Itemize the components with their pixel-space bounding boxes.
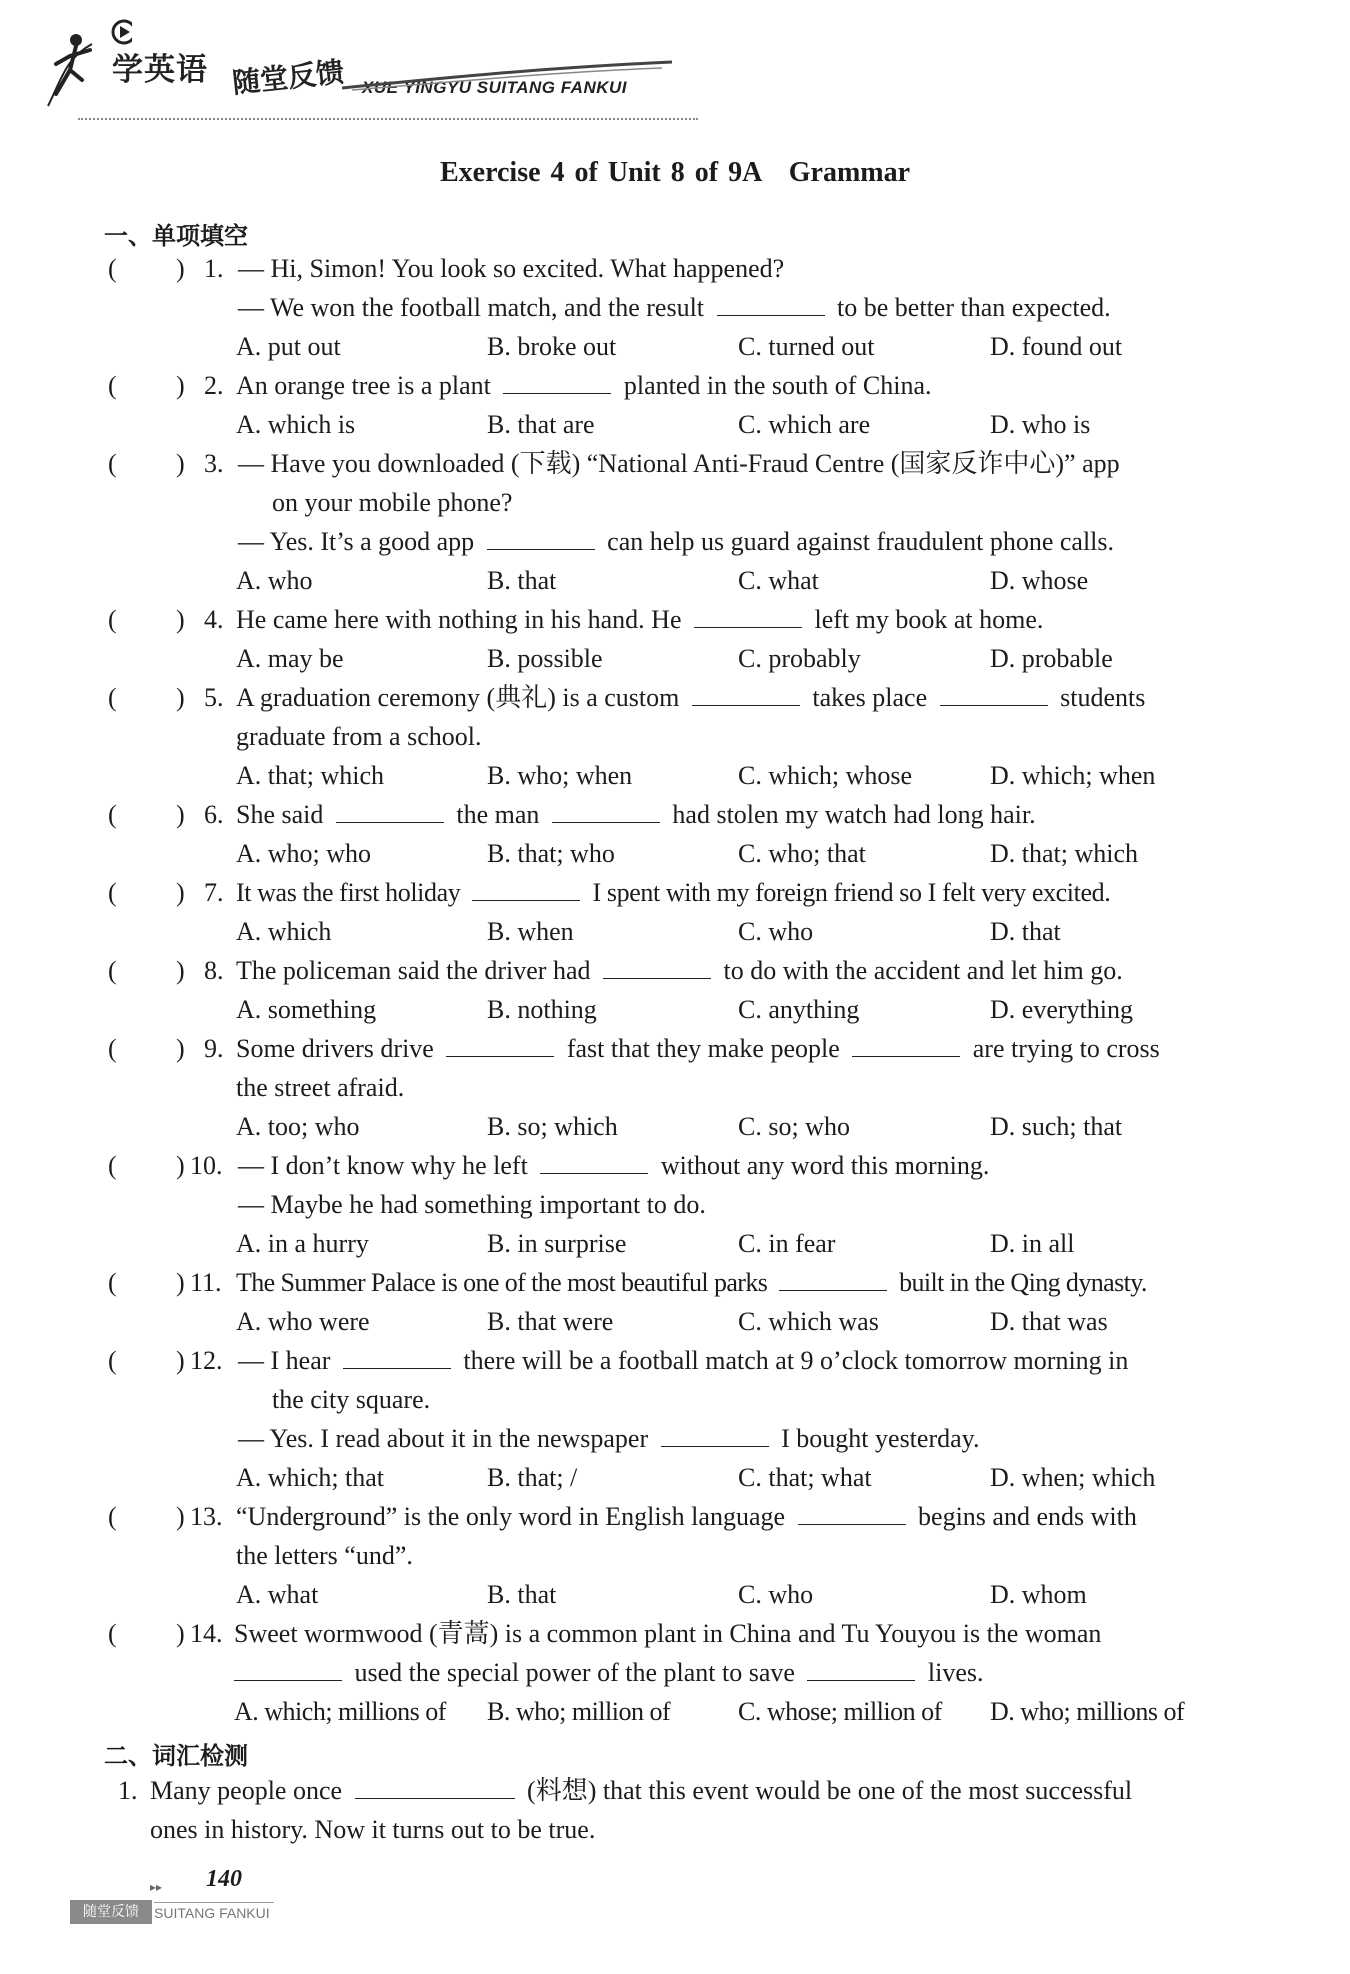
option: D. when; which bbox=[990, 1463, 1156, 1492]
answer-blank[interactable] bbox=[798, 1502, 906, 1525]
option: C. in fear bbox=[738, 1229, 836, 1258]
option: A. which; millions of bbox=[234, 1697, 446, 1726]
option: A. who; who bbox=[236, 839, 372, 868]
answer-paren-close: ) bbox=[176, 1268, 185, 1297]
page-title: Exercise 4 of Unit 8 of 9A Grammar bbox=[439, 157, 911, 188]
option: C. that; what bbox=[738, 1463, 872, 1492]
option: B. who; when bbox=[487, 761, 633, 790]
question-text: the letters “und”. bbox=[236, 1541, 413, 1570]
question-number: 12. bbox=[190, 1346, 223, 1375]
option: A. too; who bbox=[236, 1112, 360, 1141]
footer-badge: 随堂反馈 bbox=[70, 1900, 152, 1924]
option: D. such; that bbox=[990, 1112, 1123, 1141]
answer-paren[interactable]: ( bbox=[108, 1502, 117, 1531]
answer-paren-close: ) bbox=[176, 1502, 185, 1531]
option: C. anything bbox=[738, 995, 860, 1024]
answer-paren[interactable]: ( bbox=[108, 956, 117, 985]
option: B. when bbox=[487, 917, 574, 946]
option: A. which is bbox=[236, 410, 356, 439]
question-text: An orange tree is a plant planted in the south of China. bbox=[236, 371, 932, 400]
answer-blank[interactable] bbox=[692, 683, 800, 706]
answer-paren[interactable]: ( bbox=[108, 1151, 117, 1180]
question-text: used the special power of the plant to save lives. bbox=[234, 1658, 984, 1688]
brand-cn-subtitle: 随堂反馈 bbox=[230, 55, 346, 100]
option: D. who is bbox=[990, 410, 1091, 439]
answer-blank[interactable] bbox=[603, 956, 711, 979]
brand-en: XUE YINGYU SUITANG FANKUI bbox=[362, 78, 628, 97]
answer-paren-close: ) bbox=[176, 605, 185, 634]
answer-paren-close: ) bbox=[176, 800, 185, 829]
option: A. put out bbox=[236, 332, 341, 361]
answer-blank[interactable] bbox=[487, 527, 595, 550]
page-number: 140 bbox=[206, 1866, 242, 1892]
answer-paren-close: ) bbox=[176, 683, 185, 712]
answer-blank[interactable] bbox=[852, 1034, 960, 1057]
option: C. which are bbox=[738, 410, 871, 439]
section-heading: 二、词汇检测 bbox=[104, 1742, 248, 1770]
question-text: Some drivers drive fast that they make people are trying to cross bbox=[236, 1034, 1160, 1063]
option: D. probable bbox=[990, 644, 1113, 673]
option: C. which; whose bbox=[738, 761, 913, 790]
option: C. turned out bbox=[738, 332, 875, 361]
option: D. that bbox=[990, 917, 1061, 946]
question-text: — Yes. It’s a good app can help us guard against fraudulent phone calls. bbox=[238, 527, 1115, 556]
question-text: — I hear there will be a football match at 9 o’clock tomorrow morning in bbox=[238, 1346, 1129, 1375]
option: B. that; / bbox=[487, 1463, 578, 1492]
question-text: the city square. bbox=[272, 1385, 431, 1414]
question-number: 1. bbox=[204, 254, 224, 283]
answer-paren[interactable]: ( bbox=[108, 800, 117, 829]
header-divider bbox=[78, 118, 698, 120]
question-text: The policeman said the driver had to do with the accident and let him go. bbox=[236, 956, 1123, 985]
answer-blank[interactable] bbox=[446, 1034, 554, 1057]
option: D. whom bbox=[990, 1580, 1087, 1609]
question-text: She said the man had stolen my watch had long hair. bbox=[236, 800, 1036, 829]
question-text: — Maybe he had something important to do. bbox=[238, 1190, 706, 1219]
question-text: — Hi, Simon! You look so excited. What happened? bbox=[238, 254, 785, 283]
answer-paren-close: ) bbox=[176, 1034, 185, 1063]
option: C. probably bbox=[738, 644, 861, 673]
answer-blank[interactable] bbox=[503, 371, 611, 394]
option: B. that bbox=[487, 566, 557, 595]
option: D. that; which bbox=[990, 839, 1139, 868]
option: B. that are bbox=[487, 410, 595, 439]
option: B. that were bbox=[487, 1307, 614, 1336]
answer-paren-close: ) bbox=[176, 371, 185, 400]
option: D. whose bbox=[990, 566, 1089, 595]
question-text: A graduation ceremony (典礼) is a custom takes place students bbox=[236, 683, 1146, 712]
option: D. in all bbox=[990, 1229, 1075, 1258]
option: A. which; that bbox=[236, 1463, 385, 1492]
option: B. that bbox=[487, 1580, 557, 1609]
answer-paren[interactable]: ( bbox=[108, 254, 117, 283]
option: A. what bbox=[236, 1580, 319, 1609]
question-text: — We won the football match, and the result to be better than expected. bbox=[238, 293, 1111, 322]
footer-divider bbox=[154, 1902, 274, 1903]
answer-blank[interactable] bbox=[355, 1776, 515, 1799]
answer-blank[interactable] bbox=[336, 800, 444, 823]
option: A. may be bbox=[236, 644, 344, 673]
answer-paren[interactable]: ( bbox=[108, 878, 117, 907]
question-number: 4. bbox=[204, 605, 224, 634]
question-number: 3. bbox=[204, 449, 224, 478]
answer-paren-close: ) bbox=[176, 449, 185, 478]
answer-blank[interactable] bbox=[234, 1658, 342, 1681]
question-number: 14. bbox=[190, 1619, 223, 1648]
question-text: — Have you downloaded (下载) “National Anti-Fraud Centre (国家反诈中心)” app bbox=[238, 449, 1120, 478]
answer-paren-close: ) bbox=[176, 1151, 185, 1180]
section-heading: 一、单项填空 bbox=[104, 222, 248, 250]
question-text: “Underground” is the only word in English language begins and ends with bbox=[236, 1502, 1137, 1531]
answer-blank[interactable] bbox=[540, 1151, 648, 1174]
question-number: 10. bbox=[190, 1151, 223, 1180]
answer-paren[interactable]: ( bbox=[108, 371, 117, 400]
option: C. what bbox=[738, 566, 819, 595]
option: B. nothing bbox=[487, 995, 597, 1024]
question-number: 2. bbox=[204, 371, 224, 400]
question-text: on your mobile phone? bbox=[272, 488, 513, 517]
answer-blank[interactable] bbox=[807, 1658, 915, 1681]
option: A. something bbox=[236, 995, 377, 1024]
answer-paren-close: ) bbox=[176, 1346, 185, 1375]
answer-blank[interactable] bbox=[694, 605, 802, 628]
option: B. who; million of bbox=[487, 1697, 671, 1726]
brand-swoosh-icon bbox=[342, 58, 672, 92]
option: D. which; when bbox=[990, 761, 1156, 790]
option: B. broke out bbox=[487, 332, 617, 361]
option: C. which was bbox=[738, 1307, 879, 1336]
option: C. so; who bbox=[738, 1112, 850, 1141]
question-text: — I don’t know why he left without any word this morning. bbox=[238, 1151, 990, 1180]
answer-paren[interactable]: ( bbox=[108, 683, 117, 712]
answer-blank[interactable] bbox=[472, 878, 580, 901]
answer-paren[interactable]: ( bbox=[108, 1346, 117, 1375]
question-number: 9. bbox=[204, 1034, 224, 1063]
option: B. so; which bbox=[487, 1112, 618, 1141]
option: B. that; who bbox=[487, 839, 615, 868]
option: C. who; that bbox=[738, 839, 866, 868]
answer-blank[interactable] bbox=[717, 293, 825, 316]
answer-paren[interactable]: ( bbox=[108, 1619, 117, 1648]
answer-paren[interactable]: ( bbox=[108, 605, 117, 634]
option: C. who bbox=[738, 1580, 814, 1609]
answer-paren-close: ) bbox=[176, 878, 185, 907]
item-text: Many people once (料想) that this event would be one of the most successful bbox=[150, 1776, 1133, 1805]
answer-blank[interactable] bbox=[552, 800, 660, 823]
answer-paren-close: ) bbox=[176, 956, 185, 985]
question-number: 7. bbox=[204, 878, 224, 907]
option: A. in a hurry bbox=[236, 1229, 369, 1258]
option: D. who; millions of bbox=[990, 1697, 1185, 1726]
answer-blank[interactable] bbox=[661, 1424, 769, 1447]
option: A. which bbox=[236, 917, 332, 946]
item-text: ones in history. Now it turns out to be true. bbox=[150, 1815, 596, 1844]
footer-brand-en: SUITANG FANKUI bbox=[154, 1905, 270, 1921]
answer-paren[interactable]: ( bbox=[108, 1268, 117, 1297]
question-text: — Yes. I read about it in the newspaper I bought yesterday. bbox=[238, 1424, 980, 1453]
option: A. who bbox=[236, 566, 313, 595]
option: D. everything bbox=[990, 995, 1133, 1024]
header bbox=[42, 18, 662, 108]
question-text: It was the first holiday I spent with my foreign friend so I felt very excited. bbox=[236, 878, 1111, 907]
question-number: 8. bbox=[204, 956, 224, 985]
brand-cn: 学英语 bbox=[112, 52, 208, 88]
question-number: 11. bbox=[190, 1268, 222, 1297]
question-text: Sweet wormwood (青蒿) is a common plant in China and Tu Youyou is the woman bbox=[234, 1619, 1102, 1648]
option: B. possible bbox=[487, 644, 603, 673]
question-number: 5. bbox=[204, 683, 224, 712]
answer-paren-close: ) bbox=[176, 254, 185, 283]
question-text: The Summer Palace is one of the most beautiful parks built in the Qing dynasty. bbox=[236, 1268, 1147, 1297]
answer-blank[interactable] bbox=[779, 1268, 887, 1291]
answer-paren[interactable]: ( bbox=[108, 1034, 117, 1063]
option: A. that; which bbox=[236, 761, 385, 790]
item-number: 1. bbox=[118, 1776, 138, 1805]
option: D. that was bbox=[990, 1307, 1108, 1336]
question-text: He came here with nothing in his hand. He left my book at home. bbox=[236, 605, 1044, 634]
option: C. who bbox=[738, 917, 814, 946]
question-number: 6. bbox=[204, 800, 224, 829]
answer-paren[interactable]: ( bbox=[108, 449, 117, 478]
option: D. found out bbox=[990, 332, 1123, 361]
option: B. in surprise bbox=[487, 1229, 627, 1258]
answer-blank[interactable] bbox=[343, 1346, 451, 1369]
answer-blank[interactable] bbox=[940, 683, 1048, 706]
question-text: graduate from a school. bbox=[236, 722, 482, 751]
option: A. who were bbox=[236, 1307, 370, 1336]
option: C. whose; million of bbox=[738, 1697, 942, 1726]
answer-paren-close: ) bbox=[176, 1619, 185, 1648]
question-number: 13. bbox=[190, 1502, 223, 1531]
question-text: the street afraid. bbox=[236, 1073, 405, 1102]
double-arrow-icon: ▸▸ bbox=[150, 1880, 163, 1894]
